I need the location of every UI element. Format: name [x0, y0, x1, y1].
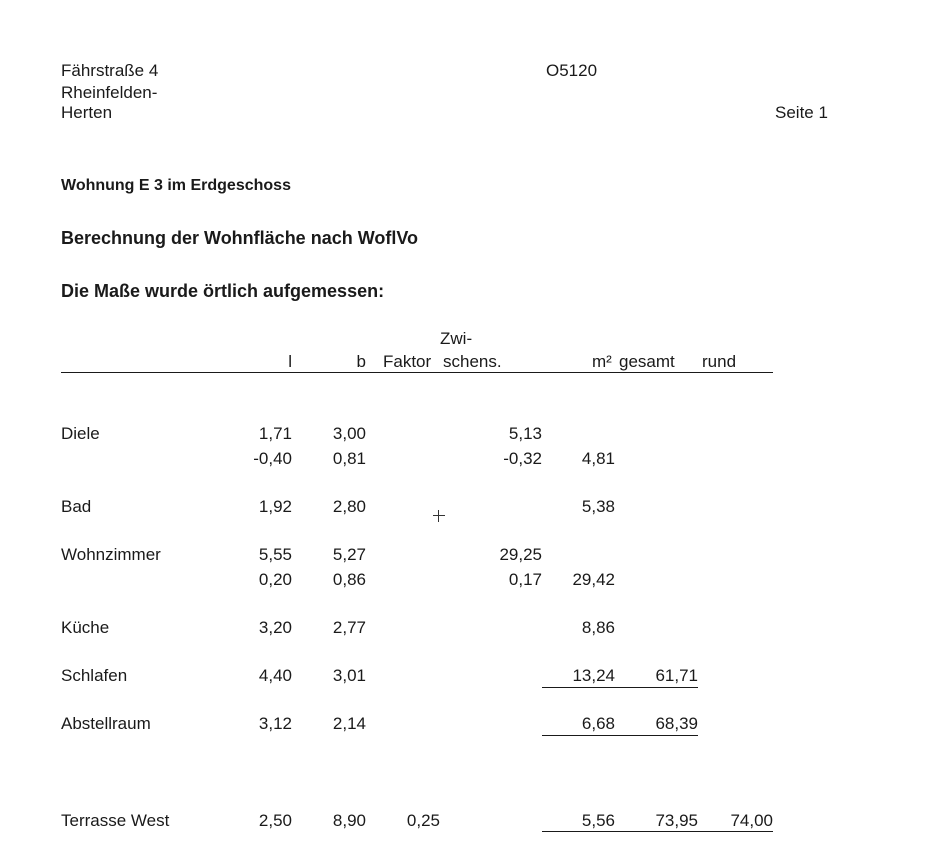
header-schens: schens. [443, 352, 502, 371]
cell-zw: -0,32 [503, 449, 542, 468]
cell-zw: 29,25 [499, 545, 542, 564]
sum-rule [542, 687, 698, 688]
measurement-note: Die Maße wurde örtlich aufgemessen: [61, 281, 385, 301]
cell-l: 3,12 [258, 714, 292, 733]
apartment-title: Wohnung E 3 im Erdgeschoss [61, 177, 291, 194]
cell-l: 4,40 [258, 666, 292, 685]
crosshair-cursor-icon [433, 510, 445, 522]
cell-l: 0,20 [258, 570, 292, 589]
room-name: Schlafen [61, 666, 128, 685]
cell-m2: 13,24 [572, 666, 615, 685]
calculation-title: Berechnung der Wohnfläche nach WoflVo [61, 228, 419, 248]
cell-m2: 5,56 [581, 811, 615, 830]
cell-m2: 29,42 [572, 570, 615, 589]
header-rund: rund [702, 352, 737, 371]
cell-rund: 74,00 [730, 811, 773, 830]
header-l: l [288, 352, 292, 371]
room-name: Diele [61, 424, 100, 443]
cell-gesamt: 61,71 [655, 666, 698, 685]
cell-l: 3,20 [258, 618, 292, 637]
room-name: Küche [61, 618, 110, 637]
address-line-3: Herten [61, 103, 113, 122]
cell-b: 5,27 [332, 545, 366, 564]
room-name: Bad [61, 497, 92, 516]
room-name: Wohnzimmer [61, 545, 161, 564]
header-gesamt: gesamt [619, 352, 675, 371]
cell-zw: 5,13 [508, 424, 542, 443]
cell-gesamt: 68,39 [655, 714, 698, 733]
cell-zw: 0,17 [508, 570, 542, 589]
cell-l: 2,50 [258, 811, 292, 830]
cell-m2: 4,81 [581, 449, 615, 468]
cell-b: 0,86 [332, 570, 366, 589]
cell-l: 1,92 [258, 497, 292, 516]
cell-m2: 6,68 [581, 714, 615, 733]
header-faktor: Faktor [383, 352, 432, 371]
address-line-2: Rheinfelden- [61, 83, 158, 102]
page-number: Seite 1 [775, 103, 828, 122]
sum-rule [542, 831, 773, 832]
room-name: Abstellraum [61, 714, 151, 733]
cell-b: 8,90 [332, 811, 366, 830]
cell-b: 2,14 [332, 714, 366, 733]
cell-l: 1,71 [258, 424, 292, 443]
cell-faktor: 0,25 [406, 811, 440, 830]
sum-rule [542, 735, 698, 736]
header-rule [61, 372, 773, 373]
cell-gesamt: 73,95 [655, 811, 698, 830]
header-m2: m² [592, 352, 612, 371]
cell-b: 0,81 [332, 449, 366, 468]
header-zwi: Zwi- [440, 329, 473, 348]
room-name: Terrasse West [61, 811, 170, 830]
address-line-1: Fährstraße 4 [61, 61, 159, 80]
cell-l: -0,40 [253, 449, 292, 468]
cell-b: 2,80 [332, 497, 366, 516]
cell-m2: 5,38 [581, 497, 615, 516]
cell-m2: 8,86 [581, 618, 615, 637]
header-b: b [356, 352, 366, 371]
cell-b: 3,00 [332, 424, 366, 443]
cell-b: 2,77 [332, 618, 366, 637]
cell-b: 3,01 [332, 666, 366, 685]
document-number: O5120 [546, 61, 598, 80]
cell-l: 5,55 [258, 545, 292, 564]
